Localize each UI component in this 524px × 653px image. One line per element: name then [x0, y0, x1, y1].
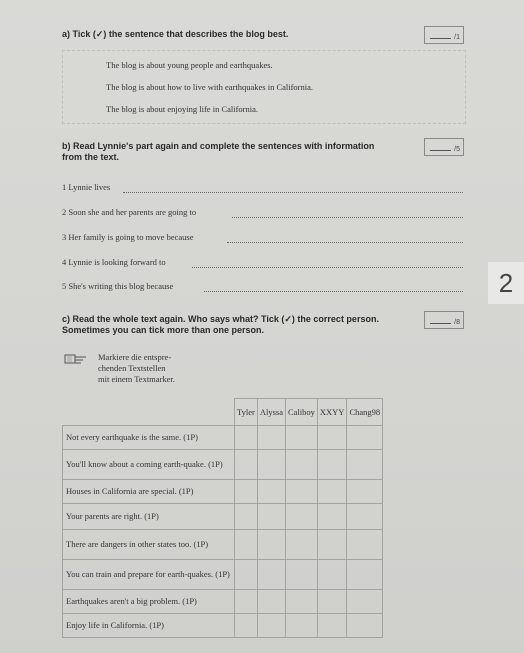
table-row — [63, 560, 383, 590]
hint-line-3: mit einem Textmarker. — [98, 374, 175, 384]
who-says-what-table — [62, 398, 383, 638]
table-row — [63, 480, 383, 504]
section-c-title — [62, 314, 379, 336]
row-statement: There are dangers in other states too. (1P) — [63, 530, 235, 560]
tick-cell[interactable] — [347, 560, 383, 590]
column-chang98: Chang98 — [347, 399, 383, 426]
tick-cell[interactable] — [235, 560, 258, 590]
tick-cell[interactable] — [285, 480, 317, 504]
tick-cell[interactable] — [317, 480, 347, 504]
tick-cell[interactable] — [285, 614, 317, 638]
tick-cell[interactable] — [317, 504, 347, 530]
table-row — [63, 504, 383, 530]
section-b-title — [62, 141, 374, 163]
tick-cell[interactable] — [317, 590, 347, 614]
hint-line-2: chenden Textstellen — [98, 363, 166, 373]
sentence-2: 2 Soon she and her parents are going to — [62, 207, 197, 217]
section-b-score: /5 — [454, 146, 460, 153]
row-statement: Houses in California are special. (1P) — [63, 480, 235, 504]
tick-cell[interactable] — [347, 614, 383, 638]
tick-cell[interactable] — [235, 480, 258, 504]
row-statement: Not every earthquake is the same. (1P) — [63, 426, 235, 450]
tick-cell[interactable] — [317, 530, 347, 560]
page-number: 2 — [488, 262, 524, 304]
sentence-1: 1 Lynnie lives — [62, 182, 111, 192]
tick-cell[interactable] — [257, 530, 285, 560]
tick-cell[interactable] — [285, 504, 317, 530]
table-row — [63, 450, 383, 480]
tick-cell[interactable] — [257, 426, 285, 450]
tick-cell[interactable] — [317, 614, 347, 638]
tick-cell[interactable] — [347, 426, 383, 450]
section-a-score: /1 — [454, 34, 460, 41]
tick-cell[interactable] — [347, 450, 383, 480]
column-caliboy: Caliboy — [285, 399, 317, 426]
tick-cell[interactable] — [257, 450, 285, 480]
tick-cell[interactable] — [285, 426, 317, 450]
section-a-score-box[interactable] — [424, 26, 464, 44]
sentence-4: 4 Lynnie is looking forward to — [62, 257, 166, 267]
table-header-row — [63, 399, 383, 426]
row-statement: You can train and prepare for earth-quakes. (1P) — [63, 560, 235, 590]
hand-pointer-icon — [64, 352, 88, 370]
row-statement: Enjoy life in California. (1P) — [63, 614, 235, 638]
tick-cell[interactable] — [257, 504, 285, 530]
tick-cell[interactable] — [285, 450, 317, 480]
option-1[interactable]: The blog is about young people and earthquakes. — [106, 60, 273, 70]
answer-line-4[interactable] — [192, 267, 463, 268]
tick-cell[interactable] — [285, 590, 317, 614]
tick-cell[interactable] — [257, 614, 285, 638]
column-tyler: Tyler — [235, 399, 258, 426]
tick-cell[interactable] — [285, 530, 317, 560]
tick-cell[interactable] — [257, 480, 285, 504]
tick-cell[interactable] — [235, 530, 258, 560]
option-3[interactable]: The blog is about enjoying life in California. — [106, 104, 259, 114]
tick-cell[interactable] — [257, 590, 285, 614]
tick-cell[interactable] — [285, 560, 317, 590]
tick-cell[interactable] — [347, 530, 383, 560]
tick-cell[interactable] — [235, 450, 258, 480]
tick-cell[interactable] — [347, 480, 383, 504]
column-xxyy: XXYY — [317, 399, 347, 426]
column-alyssa: Alyssa — [257, 399, 285, 426]
table-row — [63, 426, 383, 450]
section-b-score-box[interactable] — [424, 138, 464, 156]
answer-line-2[interactable] — [232, 217, 463, 218]
tick-cell[interactable] — [347, 504, 383, 530]
section-c-title-line1: c) Read the whole text again. Who says what? Tick (✓) the correct person. — [62, 314, 379, 324]
section-c-score-box[interactable] — [424, 311, 464, 329]
table-row — [63, 530, 383, 560]
tick-cell[interactable] — [235, 504, 258, 530]
table-corner — [63, 399, 235, 426]
tick-cell[interactable] — [235, 426, 258, 450]
answer-line-3[interactable] — [227, 242, 463, 243]
section-b-title-line2: from the text. — [62, 152, 120, 162]
row-statement: Your parents are right. (1P) — [63, 504, 235, 530]
tick-cell[interactable] — [235, 590, 258, 614]
section-a-title: a) Tick (✓) the sentence that describes the blog best. — [62, 29, 289, 39]
tick-cell[interactable] — [235, 614, 258, 638]
sentence-3: 3 Her family is going to move because — [62, 232, 194, 242]
sentence-5: 5 She's writing this blog because — [62, 281, 174, 291]
tick-cell[interactable] — [347, 590, 383, 614]
tick-cell[interactable] — [257, 560, 285, 590]
row-statement: Earthquakes aren't a big problem. (1P) — [63, 590, 235, 614]
answer-line-1[interactable] — [123, 192, 463, 193]
table-row — [63, 590, 383, 614]
tick-cell[interactable] — [317, 426, 347, 450]
hint-text — [98, 352, 175, 385]
tick-cell[interactable] — [317, 560, 347, 590]
row-statement: You'll know about a coming earth-quake. (1P) — [63, 450, 235, 480]
section-c-score: /8 — [454, 319, 460, 326]
table-row — [63, 614, 383, 638]
hint-line-1: Markiere die entspre- — [98, 352, 172, 362]
section-b-title-line1: b) Read Lynnie's part again and complete the sentences with information — [62, 141, 375, 151]
tick-cell[interactable] — [317, 450, 347, 480]
section-c-title-line2: Sometimes you can tick more than one person. — [62, 325, 265, 335]
answer-line-5[interactable] — [204, 291, 463, 292]
option-2[interactable]: The blog is about how to live with earthquakes in California. — [106, 82, 314, 92]
